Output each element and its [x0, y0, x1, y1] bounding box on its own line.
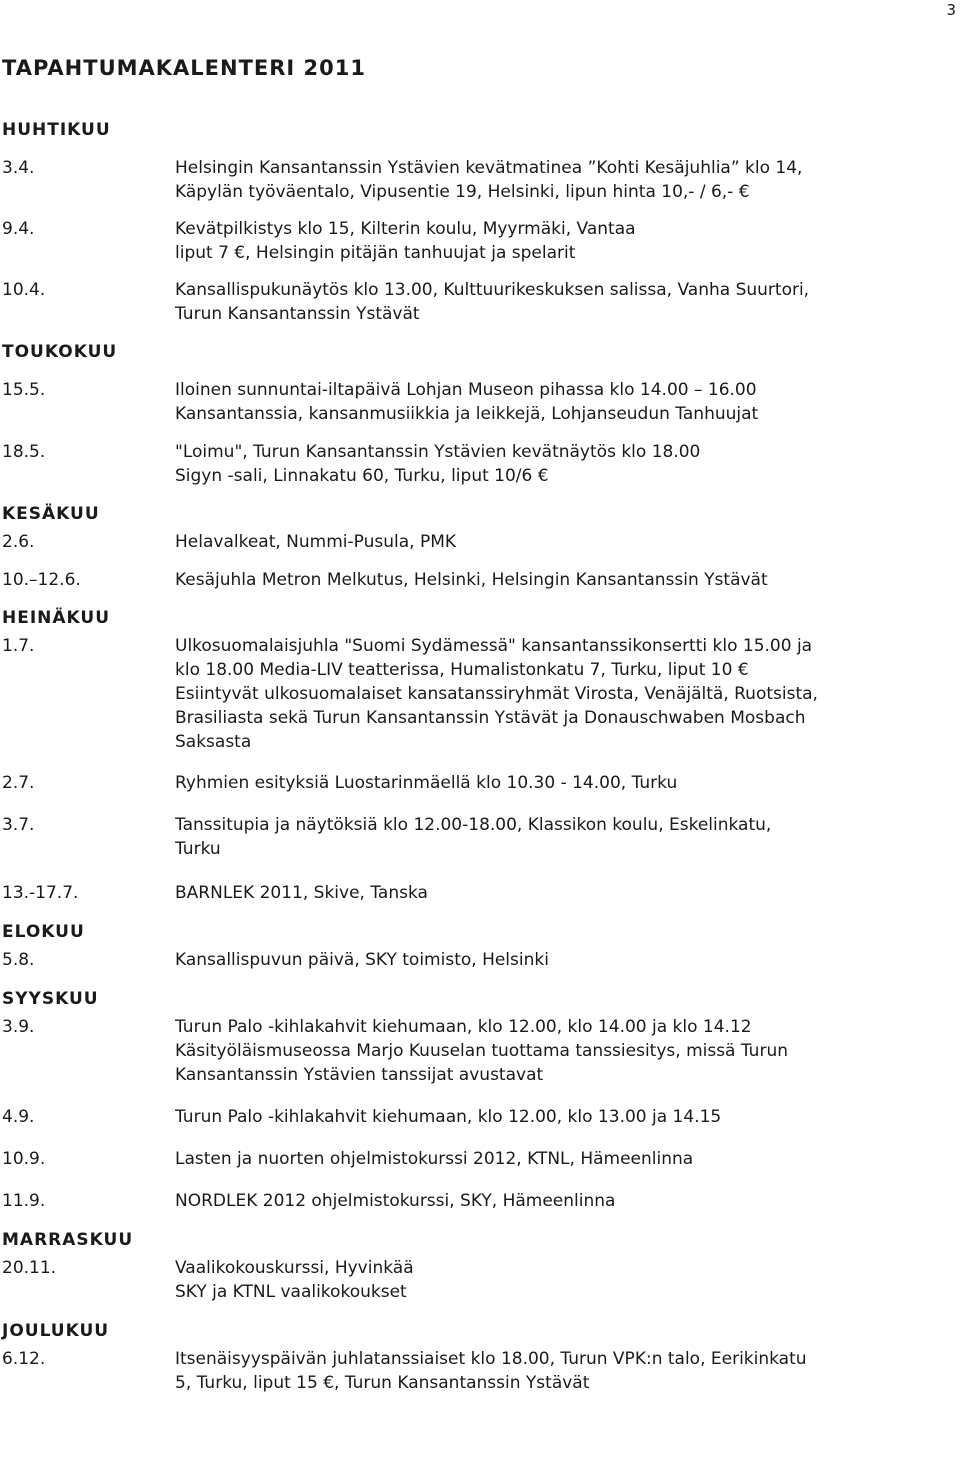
event-description-line: Tanssitupia ja näytöksiä klo 12.00-18.00, Klassikon koulu, Eskelinkatu,	[175, 815, 772, 835]
event-row	[2, 1189, 952, 1213]
month-heading: SYYSKUU	[2, 989, 99, 1009]
event-description	[175, 568, 952, 592]
event-row	[2, 278, 952, 326]
event-description-line: liput 7 €, Helsingin pitäjän tanhuujat ja spelarit	[175, 243, 576, 263]
month-heading: HUHTIKUU	[2, 120, 111, 140]
event-description	[175, 440, 952, 488]
event-row	[2, 440, 952, 488]
event-date: 9.4.	[2, 219, 35, 239]
event-description	[175, 771, 952, 795]
event-row	[2, 1347, 952, 1395]
event-description	[175, 1147, 952, 1171]
month-heading: MARRASKUU	[2, 1230, 134, 1250]
month-heading: TOUKOKUU	[2, 342, 118, 362]
event-description	[175, 1347, 952, 1395]
month-heading: JOULUKUU	[2, 1321, 110, 1341]
event-row	[2, 217, 952, 265]
month-heading: KESÄKUU	[2, 504, 100, 524]
event-row	[2, 530, 952, 554]
event-row	[2, 156, 952, 204]
event-description	[175, 378, 952, 426]
event-description-line: Kansallispukunäytös klo 13.00, Kulttuurikeskuksen salissa, Vanha Suurtori,	[175, 280, 810, 300]
event-description-line: Itsenäisyyspäivän juhlatanssiaiset klo 18.00, Turun VPK:n talo, Eerikinkatu	[175, 1349, 807, 1369]
event-description-line: Brasiliasta sekä Turun Kansantanssin Ystävät ja Donauschwaben Mosbach	[175, 708, 806, 728]
event-description	[175, 156, 952, 204]
event-row	[2, 813, 952, 861]
event-description-line: Vaalikokouskurssi, Hyvinkää	[175, 1258, 414, 1278]
event-date: 10.–12.6.	[2, 570, 81, 590]
event-description-line: klo 18.00 Media-LIV teatterissa, Humalistonkatu 7, Turku, liput 10 €	[175, 660, 749, 680]
event-date: 13.-17.7.	[2, 883, 79, 903]
event-row	[2, 1015, 952, 1087]
month-heading: ELOKUU	[2, 922, 85, 942]
event-description	[175, 217, 952, 265]
event-description	[175, 1015, 952, 1087]
event-description-line: Kansantanssia, kansanmusiikkia ja leikkejä, Lohjanseudun Tanhuujat	[175, 404, 759, 424]
event-date: 11.9.	[2, 1191, 46, 1211]
event-row	[2, 771, 952, 795]
event-description-line: Käsityöläismuseossa Marjo Kuuselan tuottama tanssiesitys, missä Turun	[175, 1041, 788, 1061]
event-description	[175, 530, 952, 554]
document-title: TAPAHTUMAKALENTERI 2011	[2, 56, 367, 80]
event-calendar	[2, 118, 952, 1395]
event-description-line: Turun Palo -kihlakahvit kiehumaan, klo 12.00, klo 14.00 ja klo 14.12	[175, 1017, 752, 1037]
event-description	[175, 1256, 952, 1304]
event-date: 20.11.	[2, 1258, 57, 1278]
event-description	[175, 1189, 952, 1213]
event-description-line: "Loimu", Turun Kansantanssin Ystävien kevätnäytös klo 18.00	[175, 442, 701, 462]
event-description-line: NORDLEK 2012 ohjelmistokurssi, SKY, Hämeenlinna	[175, 1191, 616, 1211]
event-description-line: Helsingin Kansantanssin Ystävien kevätmatinea ”Kohti Kesäjuhlia” klo 14,	[175, 158, 803, 178]
event-row	[2, 568, 952, 592]
event-description-line: Sigyn -sali, Linnakatu 60, Turku, liput 10/6 €	[175, 466, 549, 486]
event-description-line: Kesäjuhla Metron Melkutus, Helsinki, Helsingin Kansantanssin Ystävät	[175, 570, 768, 590]
event-description-line: Esiintyvät ulkosuomalaiset kansatanssiryhmät Virosta, Venäjältä, Ruotsista,	[175, 684, 818, 704]
event-date: 4.9.	[2, 1107, 35, 1127]
event-date: 1.7.	[2, 636, 35, 656]
event-row	[2, 1256, 952, 1304]
event-row	[2, 948, 952, 972]
month-heading: HEINÄKUU	[2, 608, 111, 628]
event-date: 2.7.	[2, 773, 35, 793]
event-description-line: SKY ja KTNL vaalikokoukset	[175, 1282, 407, 1302]
event-description-line: Iloinen sunnuntai-iltapäivä Lohjan Museon pihassa klo 14.00 – 16.00	[175, 380, 757, 400]
event-description-line: Turun Kansantanssin Ystävät	[175, 304, 420, 324]
event-description-line: BARNLEK 2011, Skive, Tanska	[175, 883, 428, 903]
event-date: 10.9.	[2, 1149, 46, 1169]
event-description-line: Turun Palo -kihlakahvit kiehumaan, klo 12.00, klo 13.00 ja 14.15	[175, 1107, 722, 1127]
event-description-line: Turku	[175, 839, 221, 859]
event-description	[175, 278, 952, 326]
event-description-line: 5, Turku, liput 15 €, Turun Kansantanssin Ystävät	[175, 1373, 590, 1393]
event-description-line: Kansantanssin Ystävien tanssijat avustavat	[175, 1065, 544, 1085]
event-description-line: Ulkosuomalaisjuhla "Suomi Sydämessä" kansantanssikonsertti klo 15.00 ja	[175, 636, 813, 656]
event-description	[175, 948, 952, 972]
event-description	[175, 634, 952, 754]
event-row	[2, 378, 952, 426]
event-date: 10.4.	[2, 280, 46, 300]
event-description-line: Ryhmien esityksiä Luostarinmäellä klo 10.30 - 14.00, Turku	[175, 773, 678, 793]
event-date: 3.7.	[2, 815, 35, 835]
event-date: 3.9.	[2, 1017, 35, 1037]
event-date: 2.6.	[2, 532, 35, 552]
event-description-line: Lasten ja nuorten ohjelmistokurssi 2012, KTNL, Hämeenlinna	[175, 1149, 694, 1169]
event-description	[175, 881, 952, 905]
event-date: 3.4.	[2, 158, 35, 178]
event-date: 18.5.	[2, 442, 46, 462]
event-description	[175, 1105, 952, 1129]
event-date: 5.8.	[2, 950, 35, 970]
event-row	[2, 1105, 952, 1129]
event-description	[175, 813, 952, 861]
event-row	[2, 881, 952, 905]
event-description-line: Käpylän työväentalo, Vipusentie 19, Helsinki, lipun hinta 10,- / 6,- €	[175, 182, 750, 202]
event-date: 6.12.	[2, 1349, 46, 1369]
event-description-line: Saksasta	[175, 732, 252, 752]
event-row	[2, 1147, 952, 1171]
event-description-line: Kevätpilkistys klo 15, Kilterin koulu, Myyrmäki, Vantaa	[175, 219, 636, 239]
event-description-line: Kansallispuvun päivä, SKY toimisto, Helsinki	[175, 950, 549, 970]
page-number: 3	[946, 1, 956, 19]
event-date: 15.5.	[2, 380, 46, 400]
event-row	[2, 634, 952, 754]
event-description-line: Helavalkeat, Nummi-Pusula, PMK	[175, 532, 457, 552]
